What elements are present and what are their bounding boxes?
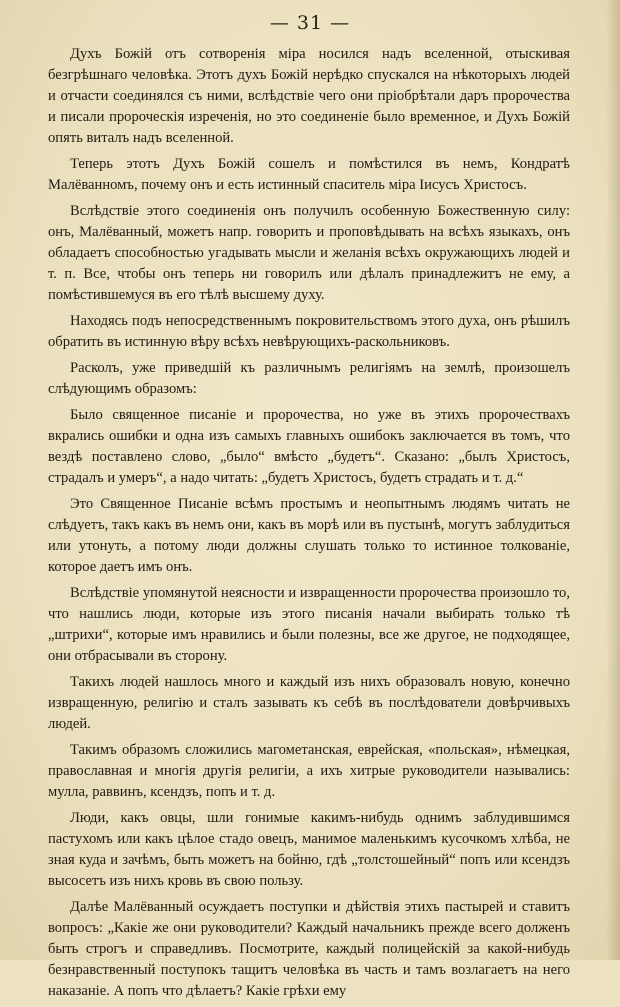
paragraph: Далѣе Малёванный осуждаетъ поступки и дѣйствія этихъ пастырей и ставитъ вопросъ: „Какіе же они руководители? Каждый начальникъ прежде всего долженъ быть строгъ и справедливъ. Посмотрите, каждый полицейскій за какой-нибудь безнравственный поступокъ тащитъ человѣка въ часть и тамъ возлагаетъ на него наказаніе. А попъ что дѣлаетъ? Какіе грѣхи ему <box>48 899 570 999</box>
body-text <box>48 44 570 1007</box>
paragraph: Вслѣдствіе этого соединенія онъ получилъ особенную Божественную силу: онъ, Малёванный, можетъ напр. говорить и проповѣдывать на всѣхъ языкахъ, онъ обладаетъ способностью угадывать мысли и желанія всѣхъ окружающихъ людей и т. п. Все, чтобы онъ теперь ни говорилъ или дѣлалъ принадлежитъ не ему, а помѣстившемуся въ его тѣлѣ высшему духу. <box>48 203 570 303</box>
paragraph: Духъ Божій отъ сотворенія міра носился надъ вселенной, отыскивая безгрѣшнаго человѣка. Этотъ духъ Божій нерѣдко спускался на нѣкоторыхъ людей и отчасти соединялся съ ними, вслѣдствіе чего они пріобрѣтали даръ пророчества и писали пророческія изреченія, но это соединеніе было временное, и Духъ Божій опять виталъ надъ вселенной. <box>48 46 570 146</box>
paragraph: Это Священное Писаніе всѣмъ простымъ и неопытнымъ людямъ читать не слѣдуетъ, такъ какъ въ немъ они, какъ въ морѣ или въ пустынѣ, могутъ заблудиться или утонуть, а потому люди должны слушать только то истинное толкованіе, которое даетъ имъ онъ. <box>48 496 570 575</box>
paragraph: Теперь этотъ Духъ Божій сошелъ и помѣстился въ немъ, Кондратѣ Малёванномъ, почему онъ и есть истинный спаситель міра Іисусъ Христосъ. <box>48 156 570 193</box>
paragraph: Расколъ, уже приведшій къ различнымъ религіямъ на землѣ, произошелъ слѣдующимъ образомъ: <box>48 360 570 397</box>
paragraph: Люди, какъ овцы, шли гонимые какимъ-нибудь однимъ заблудившимся пастухомъ или какъ цѣлое стадо овецъ, манимое маленькимъ кусочкомъ хлѣба, не зная куда и зачѣмъ, быть можетъ на бойню, гдѣ „толстошейный“ попъ или ксендзъ высосетъ изъ нихъ кровь въ свою пользу. <box>48 810 570 889</box>
paragraph: Находясь подъ непосредственнымъ покровительствомъ этого духа, онъ рѣшилъ обратить въ истинную вѣру всѣхъ невѣрующихъ-раскольниковъ. <box>48 313 570 350</box>
paragraph: Было священное писаніе и пророчества, но уже въ этихъ пророчествахъ вкрались ошибки и одна изъ самыхъ главныхъ ошибокъ заключается въ томъ, что вездѣ поставлено слово, „было“ вмѣсто „будетъ“. Сказано: „былъ Христосъ, страдалъ и умеръ“, а надо читать: „будетъ Христосъ, будетъ страдать и т. д.“ <box>48 407 570 486</box>
paragraph: Вслѣдствіе упомянутой неясности и извращенности пророчества произошло то, что нашлись люди, которые изъ этого писанія начали выбирать только тѣ „штрихи“, которые имъ нравились и были полезны, все же другое, не подходящее, они отбрасывали въ сторону. <box>48 585 570 664</box>
page-number: — 31 — <box>269 12 351 34</box>
page-edge-shadow <box>606 0 620 960</box>
paragraph: Такимъ образомъ сложились магометанская, еврейская, «польская», нѣмецкая, православная и многія другія религіи, а ихъ хитрые руководители назывались: мулла, раввинъ, ксендзъ, попъ и т. д. <box>48 742 570 800</box>
paragraph: Такихъ людей нашлось много и каждый изъ нихъ образовалъ новую, конечно извращенную, религію и сталъ зазывать къ себѣ въ послѣдователи довѣрчивыхъ людей. <box>48 674 570 732</box>
